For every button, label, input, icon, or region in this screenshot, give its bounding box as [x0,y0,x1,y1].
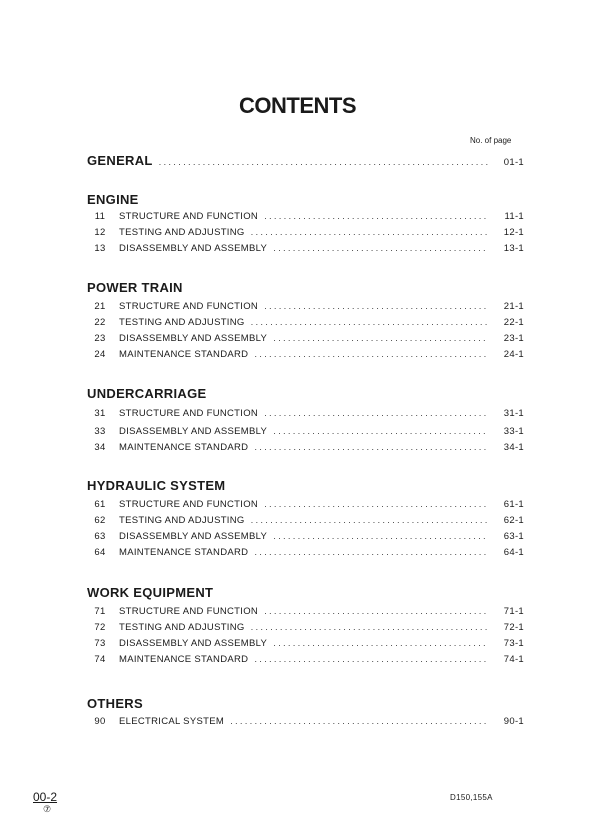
toc-entry-number: 90 [94,716,106,727]
toc-entry-number: 61 [94,499,106,510]
dot-leader [264,301,488,313]
toc-entry[interactable] [87,349,527,361]
dot-leader [251,515,488,527]
toc-entry[interactable] [87,515,527,527]
toc-entry-number: 63 [94,531,106,542]
toc-entry-page: 22-1 [503,317,524,328]
dot-leader [251,317,488,329]
toc-entry[interactable] [87,408,527,420]
footer-model: D150,155A [450,793,493,802]
toc-entry[interactable] [87,426,527,438]
toc-entry-page: 90-1 [503,716,524,727]
toc-entry-number: 71 [94,606,106,617]
toc-entry-page: 23-1 [503,333,524,344]
toc-entry-label: DISASSEMBLY AND ASSEMBLY [119,531,268,542]
toc-entry-page: 73-1 [503,638,524,649]
footer-revision-mark: ⑦ [43,804,52,814]
toc-entry-label: MAINTENANCE STANDARD [119,547,249,558]
toc-entry-label: STRUCTURE AND FUNCTION [119,606,259,617]
toc-entry-label: DISASSEMBLY AND ASSEMBLY [119,638,268,649]
toc-entry-page: 12-1 [503,227,524,238]
toc-entry[interactable] [87,499,527,511]
section-heading-work-equipment: WORK EQUIPMENT [87,585,214,600]
toc-entry-page: 11-1 [504,211,524,222]
toc-entry[interactable] [87,622,527,634]
toc-entry[interactable] [87,317,527,329]
dot-leader [273,426,488,438]
dot-leader [159,155,488,171]
toc-entry-number: 21 [94,301,106,312]
toc-entry-label: STRUCTURE AND FUNCTION [119,408,259,419]
toc-entry-label: DISASSEMBLY AND ASSEMBLY [119,243,268,254]
section-heading-undercarriage: UNDERCARRIAGE [87,386,207,401]
toc-entry-number: 73 [94,638,106,649]
toc-entry-label: MAINTENANCE STANDARD [119,442,249,453]
section-heading-others: OTHERS [87,696,143,711]
page-title: CONTENTS [239,93,356,118]
toc-entry-page: 62-1 [503,515,524,526]
toc-entry-label: DISASSEMBLY AND ASSEMBLY [119,333,268,344]
toc-entry-number: 11 [94,211,106,222]
toc-entry-page: 61-1 [503,499,524,510]
page-column-header: No. of page [470,136,512,145]
toc-entry-general[interactable] [87,153,527,169]
toc-entry[interactable] [87,243,527,255]
toc-entry[interactable] [87,606,527,618]
toc-entry-number: 31 [94,408,106,419]
toc-entry-number: 74 [94,654,106,665]
section-heading-power-train: POWER TRAIN [87,280,183,295]
toc-entry-page: 63-1 [503,531,524,542]
toc-entry-page: 72-1 [503,622,524,633]
section-heading-engine: ENGINE [87,192,139,207]
dot-leader [251,622,488,634]
toc-entry-page: 13-1 [503,243,524,254]
toc-entry-number: 23 [94,333,106,344]
toc-entry[interactable] [87,531,527,543]
toc-entry-label: MAINTENANCE STANDARD [119,349,249,360]
toc-entry-page: 71-1 [503,606,524,617]
toc-entry-label: TESTING AND ADJUSTING [119,227,245,238]
toc-entry[interactable] [87,547,527,559]
dot-leader [251,227,488,239]
toc-entry-page: 33-1 [503,426,524,437]
toc-entry-number: 72 [94,622,106,633]
dot-leader [264,211,488,223]
toc-entry-page: 24-1 [503,349,524,360]
toc-entry[interactable] [87,716,527,728]
toc-entry-page: 31-1 [503,408,524,419]
toc-entry-page: 21-1 [503,301,524,312]
toc-entry-label: ELECTRICAL SYSTEM [119,716,225,727]
toc-entry-number: 13 [94,243,106,254]
dot-leader [273,333,488,345]
section-heading-hydraulic-system: HYDRAULIC SYSTEM [87,478,226,493]
dot-leader [264,408,488,420]
toc-entry-number: 62 [94,515,106,526]
toc-entry-label: STRUCTURE AND FUNCTION [119,499,259,510]
toc-entry-number: 12 [94,227,106,238]
toc-entry-label: TESTING AND ADJUSTING [119,622,245,633]
toc-entry-label: TESTING AND ADJUSTING [119,317,245,328]
dot-leader [264,606,488,618]
toc-entry-label: TESTING AND ADJUSTING [119,515,245,526]
dot-leader [230,716,488,728]
toc-entry-number: 33 [94,426,106,437]
toc-entry[interactable] [87,638,527,650]
dot-leader [264,499,488,511]
toc-entry-label: MAINTENANCE STANDARD [119,654,249,665]
dot-leader [273,531,488,543]
toc-entry-number: 24 [94,349,106,360]
dot-leader [273,638,488,650]
toc-entry-page: 01-1 [503,157,524,168]
toc-entry-label: STRUCTURE AND FUNCTION [119,211,259,222]
toc-entry-page: 64-1 [503,547,524,558]
toc-entry-number: 64 [94,547,106,558]
toc-entry-page: 74-1 [503,654,524,665]
toc-entry[interactable] [87,227,527,239]
toc-entry[interactable] [87,654,527,666]
dot-leader [254,442,488,454]
footer-page-number: 00-2 [33,790,58,804]
toc-entry-number: 34 [94,442,106,453]
toc-entry-label: DISASSEMBLY AND ASSEMBLY [119,426,268,437]
toc-entry-page: 34-1 [503,442,524,453]
dot-leader [254,547,488,559]
dot-leader [254,349,488,361]
toc-entry-label: GENERAL [87,153,153,168]
dot-leader [254,654,488,666]
toc-entry-number: 22 [94,317,106,328]
toc-entry[interactable] [87,442,527,454]
dot-leader [273,243,488,255]
toc-entry[interactable] [87,333,527,345]
toc-entry[interactable] [87,301,527,313]
toc-entry-label: STRUCTURE AND FUNCTION [119,301,259,312]
toc-entry[interactable] [87,211,527,223]
